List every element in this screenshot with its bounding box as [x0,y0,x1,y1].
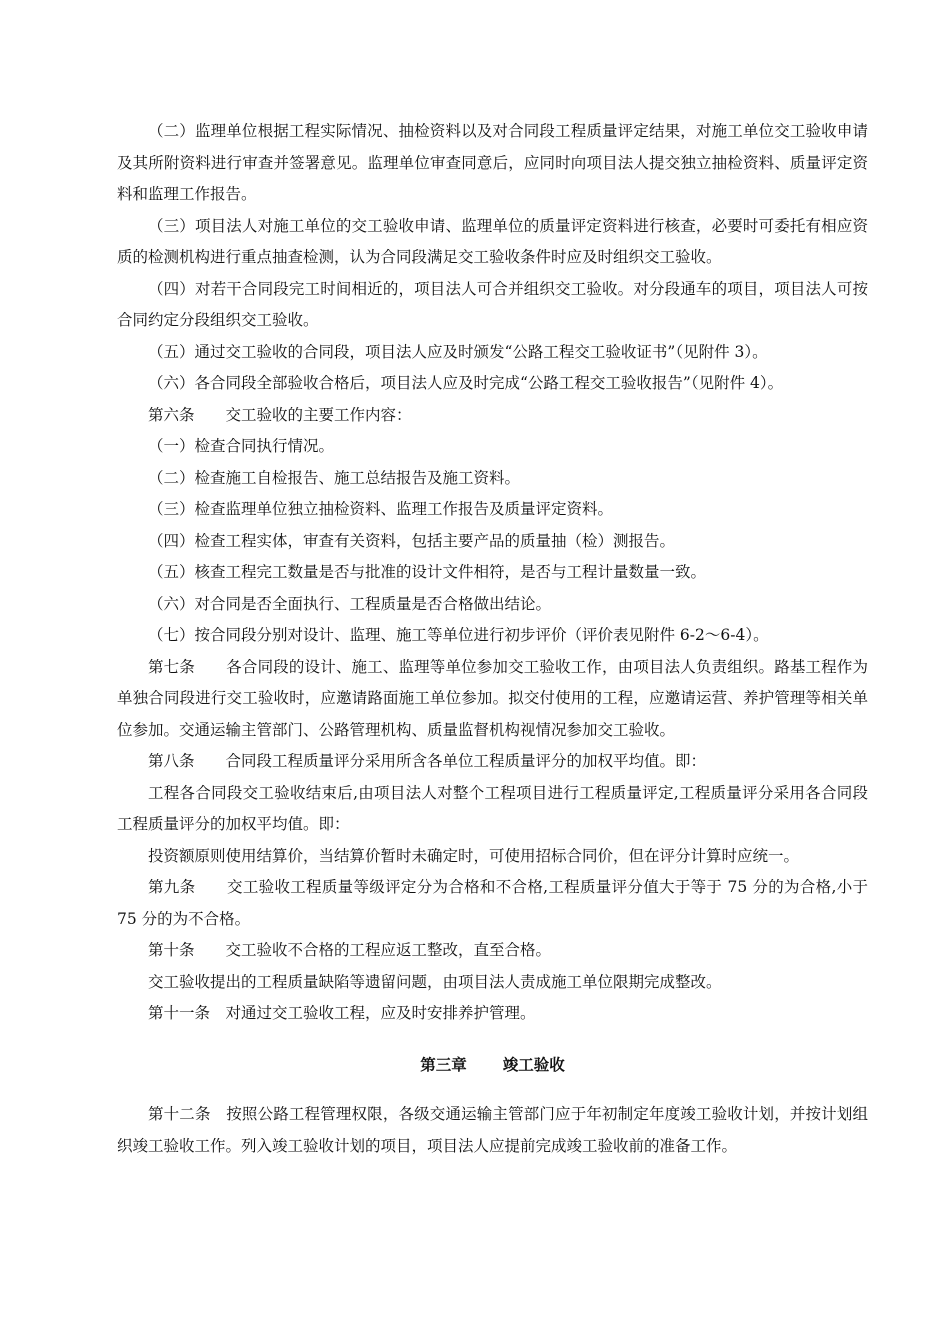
article-8: 第八条 合同段工程质量评分采用所含各单位工程质量评分的加权平均值。即： [148,752,707,770]
article-9: 第九条 交工验收工程质量等级评定分为合格和不合格,工程质量评分值大于等于 75 分的为合格,小于 75 分的为不合格。 [117,878,868,928]
paragraph: 交工验收提出的工程质量缺陷等遗留问题，由项目法人责成施工单位限期完成整改。 [148,972,722,991]
list-item: （五）核查工程完工数量是否与批准的设计文件相符，是否与工程计量数量一致。 [148,563,707,581]
paragraph: （四）对若干合同段完工时间相近的，项目法人可合并组织交工验收。对分段通车的项目，项目法人可按合同约定分段组织交工验收。 [117,279,868,329]
paragraph: 工程各合同段交工验收结束后,由项目法人对整个工程项目进行工程质量评定,工程质量评分采用各合同段工程质量评分的加权平均值。即： [117,783,868,833]
paragraph: 投资额原则使用结算价，当结算价暂时未确定时，可使用招标合同价，但在评分计算时应统一。 [148,846,800,865]
list-item: （四）检查工程实体，审查有关资料，包括主要产品的质量抽（检）测报告。 [148,531,676,550]
list-item: （二）检查施工自检报告、施工总结报告及施工资料。 [148,468,521,487]
article-10: 第十条 交工验收不合格的工程应返工整改，直至合格。 [148,941,552,959]
chapter-number: 第三章 [420,1054,467,1074]
list-item: （六）对合同是否全面执行、工程质量是否合格做出结论。 [148,594,552,613]
paragraph: （五）通过交工验收的合同段，项目法人应及时颁发“公路工程交工验收证书”（见附件 3）。 [148,342,768,361]
chapter-title: 竣工验收 [502,1054,565,1074]
section-before-chapter [117,116,868,1030]
article-heading: 第六条 交工验收的主要工作内容： [148,405,412,424]
paragraph: （三）项目法人对施工单位的交工验收申请、监理单位的质量评定资料进行核查，必要时可委托有相应资质的检测机构进行重点抽查检测，认为合同段满足交工验收条件时应及时组织交工验收。 [117,216,868,266]
paragraph: （六）各合同段全部验收合格后，项目法人应及时完成“公路工程交工验收报告”（见附件 4）。 [148,374,784,392]
article-11: 第十一条 对通过交工验收工程，应及时安排养护管理。 [148,1004,536,1022]
list-item: （七）按合同段分别对设计、监理、施工等单位进行初步评价（评价表见附件 6-2～6-4）。 [148,626,769,644]
article-7: 第七条 各合同段的设计、施工、监理等单位参加交工验收工作，由项目法人负责组织。路基工程作为单独合同段进行交工验收时，应邀请路面施工单位参加。拟交付使用的工程，应邀请运营、养护管理等相关单位参加。交通运输主管部门、公路管理机构、质量监督机构视情况参加交工验收。 [117,657,868,739]
section-after-chapter [117,1099,868,1162]
list-item: （一）检查合同执行情况。 [148,437,335,455]
article-12: 第十二条 按照公路工程管理权限，各级交通运输主管部门应于年初制定年度竣工验收计划，并按计划组织竣工验收工作。列入竣工验收计划的项目，项目法人应提前完成竣工验收前的准备工作。 [117,1105,868,1155]
chapter-heading [117,1049,868,1081]
paragraph: （二）监理单位根据工程实际情况、抽检资料以及对合同段工程质量评定结果，对施工单位交工验收申请及其所附资料进行审查并签署意见。监理单位审查同意后，应同时向项目法人提交独立抽检资料、质量评定资料和监理工作报告。 [117,122,868,203]
list-item: （三）检查监理单位独立抽检资料、监理工作报告及质量评定资料。 [148,500,614,518]
